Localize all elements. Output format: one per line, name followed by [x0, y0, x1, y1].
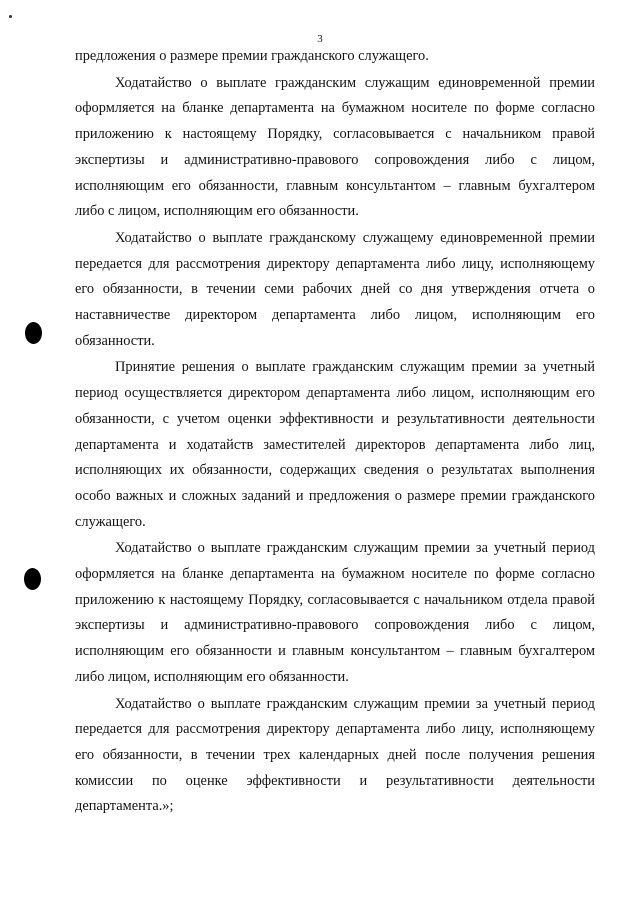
paragraph-6: Ходатайство о выплате гражданским служащим премии за учетный период передается для рассмотрения директору департамента либо лицу, исполняющему его обязанности, в течении трех календарных дней после получения решения комиссии по оценке эффективности и результативности деятельности департамента.»;: [75, 695, 595, 815]
paragraph-2: Ходатайство о выплате гражданским служащим единовременной премии оформляется на бланке департамента на бумажном носителе по форме согласно приложению к настоящему Порядку, согласовывается с начальником правой экспертизы и административно-правового сопровождения либо с лицом, исполняющим его обязанности, главным консультантом – главным бухгалтером либо с лицом, исполняющим его обязанности.: [75, 74, 595, 220]
document-body: [75, 44, 595, 821]
paragraph-1: предложения о размере премии гражданского служащего.: [75, 48, 429, 64]
punch-hole-bottom: [24, 568, 41, 590]
paragraph-5: Ходатайство о выплате гражданским служащим премии за учетный период оформляется на бланке департамента на бумажном носителе по форме согласно приложению к настоящему Порядку, согласовывается с начальником отдела правой экспертизы и административно-правового сопровождения либо с лицом, исполняющим его обязанности и главным консультантом – главным бухгалтером либо лицом, исполняющим его обязанности.: [75, 540, 595, 685]
paragraph-4: Принятие решения о выплате гражданским служащим премии за учетный период осуществляется директором департамента либо лицом, исполняющим его обязанности, с учетом оценки эффективности и результативности деятельности департамента и ходатайств заместителей директоров департамента либо лиц, исполняющих их обязанности, содержащих сведения о результатах выполнения особо важных и сложных заданий и предложения о размере премии гражданского служащего.: [75, 359, 595, 530]
scan-speck: [9, 15, 12, 18]
paragraph-3: Ходатайство о выплате гражданскому служащему единовременной премии передается для рассмотрения директору департамента либо лицу, исполняющему его обязанности, в течении семи рабочих дней со дня утверждения отчета о наставничестве директором департамента либо лицом, исполняющим его обязанности.: [75, 229, 595, 349]
page-number: 3: [317, 33, 323, 45]
punch-hole-top: [25, 322, 42, 344]
